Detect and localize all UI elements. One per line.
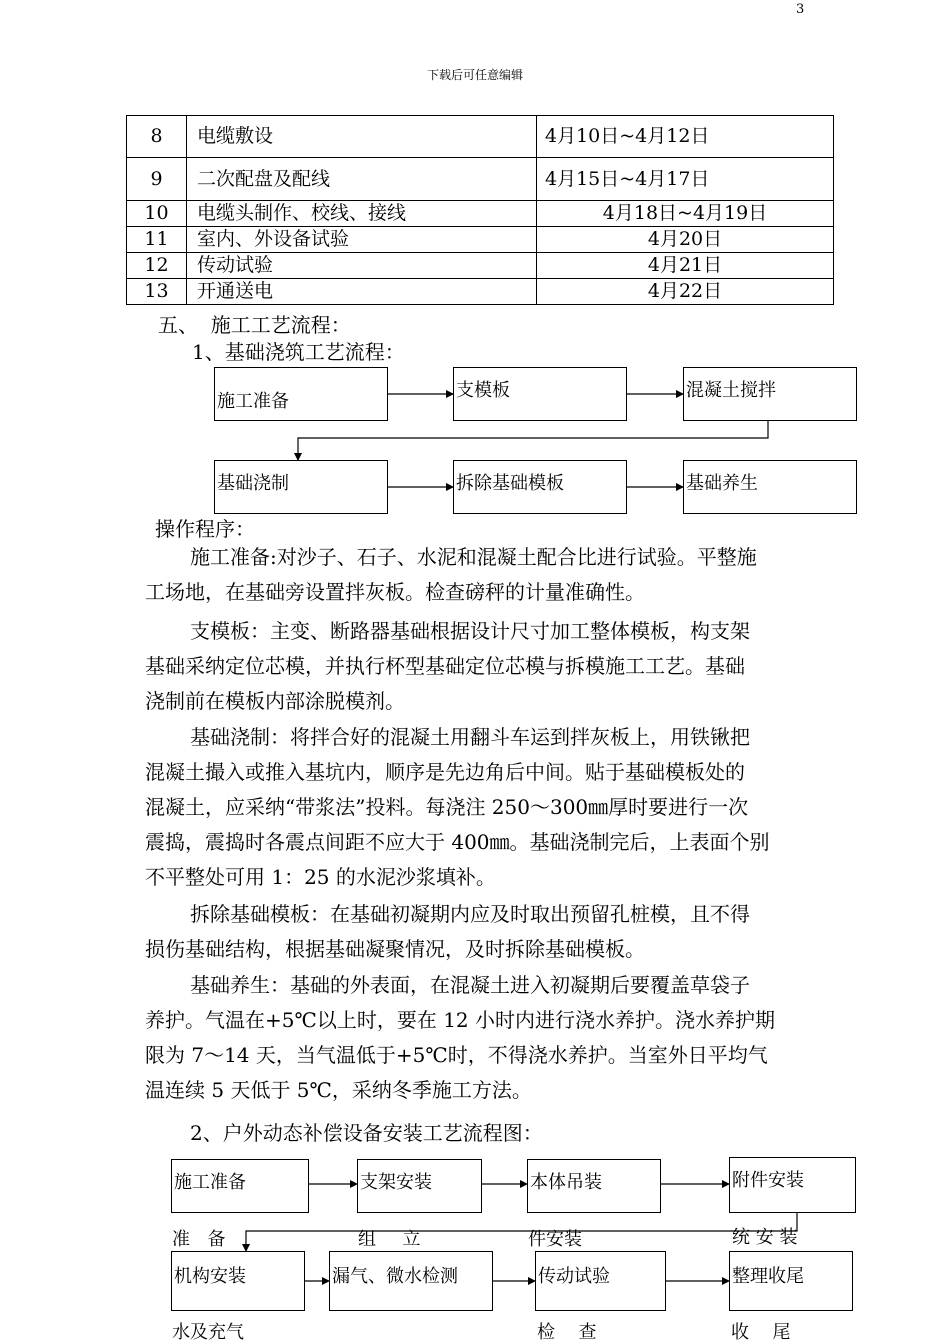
paragraph-line: 混凝土，应采纳“带浆法”投料。每浇注 250～300㎜厚时要进行一次 bbox=[145, 795, 749, 819]
paragraph-line: 不平整处可用 1：25 的水泥沙浆填补。 bbox=[145, 865, 496, 889]
paragraph-line: 限为 7～14 天，当气温低于+5℃时，不得浇水养护。当室外日平均气 bbox=[145, 1043, 768, 1067]
arrow-line bbox=[246, 1213, 797, 1251]
paragraph-line: 基础浇制：将拌合好的混凝土用翻斗车运到拌灰板上，用铁锹把 bbox=[190, 725, 750, 749]
row-date: 4月10日~4月12日 bbox=[537, 116, 834, 158]
paragraph-line: 基础采纳定位芯模，并执行杯型基础定位芯模与拆模施工工艺。基础 bbox=[145, 654, 745, 678]
flow1-step: 基础养生 bbox=[683, 460, 857, 514]
row-number: 11 bbox=[127, 227, 187, 253]
paragraph-preparation bbox=[145, 540, 825, 610]
flow2-step-caption: 组 立 bbox=[358, 1229, 426, 1250]
paragraph-line: 震捣，震捣时各震点间距不应大于 400㎜。基础浇制完后，上表面个别 bbox=[145, 830, 770, 854]
paragraph-pouring bbox=[145, 720, 825, 895]
paragraph-line: 混凝土撮入或推入基坑内，顺序是先边角后中间。贴于基础模板处的 bbox=[145, 760, 745, 784]
procedure-title: 操作程序： bbox=[155, 517, 255, 541]
paragraph-removal bbox=[145, 897, 825, 967]
flow2-step-caption: 检 查 bbox=[537, 1322, 601, 1343]
flow1-title: 1、基础浇筑工艺流程： bbox=[192, 340, 405, 364]
row-date: 4月15日~4月17日 bbox=[537, 158, 834, 201]
flow2-step: 传动试验 bbox=[535, 1251, 666, 1311]
flow2-step: 附件安装 bbox=[729, 1157, 856, 1213]
flow2-step: 施工准备 bbox=[171, 1159, 309, 1213]
section-title: 五、 施工工艺流程： bbox=[158, 313, 351, 337]
row-task: 室内、外设备试验 bbox=[187, 227, 537, 253]
flow2-step: 支架安装 bbox=[357, 1159, 482, 1213]
row-date: 4月18日~4月19日 bbox=[537, 201, 834, 227]
flow1-step: 基础浇制 bbox=[214, 460, 388, 514]
flow1-step: 施工准备 bbox=[214, 367, 388, 421]
flow2-step-caption: 收 尾 bbox=[731, 1322, 795, 1343]
paragraph-line: 基础养生：基础的外表面，在混凝土进入初凝期后要覆盖草袋子 bbox=[190, 973, 750, 997]
paragraph-line: 浇制前在模板内部涂脱模剂。 bbox=[145, 689, 405, 713]
row-date: 4月20日 bbox=[537, 227, 834, 253]
row-task: 电缆头制作、校线、接线 bbox=[187, 201, 537, 227]
row-number: 10 bbox=[127, 201, 187, 227]
flow1-step: 混凝土搅拌 bbox=[683, 367, 857, 421]
paragraph-curing bbox=[145, 968, 825, 1108]
flow1-step: 支模板 bbox=[453, 367, 627, 421]
paragraph-line: 拆除基础模板：在基础初凝期内应及时取出预留孔桩模，且不得 bbox=[190, 902, 750, 926]
row-task: 电缆敷设 bbox=[187, 116, 537, 158]
paragraph-line: 损伤基础结构，根据基础凝聚情况，及时拆除基础模板。 bbox=[145, 937, 645, 961]
row-number: 8 bbox=[127, 116, 187, 158]
flow2-title: 2、户外动态补偿设备安装工艺流程图： bbox=[190, 1121, 543, 1145]
flow2-step: 整理收尾 bbox=[729, 1251, 853, 1311]
flow2-step: 机构安装 bbox=[171, 1251, 305, 1311]
paragraph-line: 工场地，在基础旁设置拌灰板。检查磅秤的计量准确性。 bbox=[145, 580, 645, 604]
paragraph-line: 温连续 5 天低于 5℃，采纳冬季施工方法。 bbox=[145, 1078, 532, 1102]
paragraph-line: 支模板：主变、断路器基础根据设计尺寸加工整体模板，构支架 bbox=[190, 619, 750, 643]
flow1-step: 拆除基础模板 bbox=[453, 460, 627, 514]
row-date: 4月22日 bbox=[537, 279, 834, 305]
flow2-step: 漏气、微水检测 bbox=[329, 1251, 493, 1311]
flow2-step-caption: 水及充气 bbox=[172, 1322, 244, 1343]
flow2-step-caption: 准 备 bbox=[172, 1229, 228, 1250]
row-number: 12 bbox=[127, 253, 187, 279]
row-date: 4月21日 bbox=[537, 253, 834, 279]
row-task: 二次配盘及配线 bbox=[187, 158, 537, 201]
page-number: 3 bbox=[796, 2, 805, 17]
paragraph-line: 养护。气温在+5℃以上时，要在 12 小时内进行浇水养护。浇水养护期 bbox=[145, 1008, 776, 1032]
flow2-step-caption: 统 安 装 bbox=[732, 1227, 798, 1248]
row-task: 开通送电 bbox=[187, 279, 537, 305]
row-task: 传动试验 bbox=[187, 253, 537, 279]
flow2-step: 本体吊装 bbox=[527, 1159, 661, 1213]
paragraph-formwork bbox=[145, 614, 825, 719]
paragraph-line: 施工准备:对沙子、石子、水泥和混凝土配合比进行试验。平整施 bbox=[190, 545, 757, 569]
arrow-line bbox=[298, 421, 768, 460]
row-number: 13 bbox=[127, 279, 187, 305]
flow2-step-caption: 件安装 bbox=[528, 1229, 582, 1250]
page-header: 下载后可任意编辑 bbox=[426, 68, 523, 82]
row-number: 9 bbox=[127, 158, 187, 201]
